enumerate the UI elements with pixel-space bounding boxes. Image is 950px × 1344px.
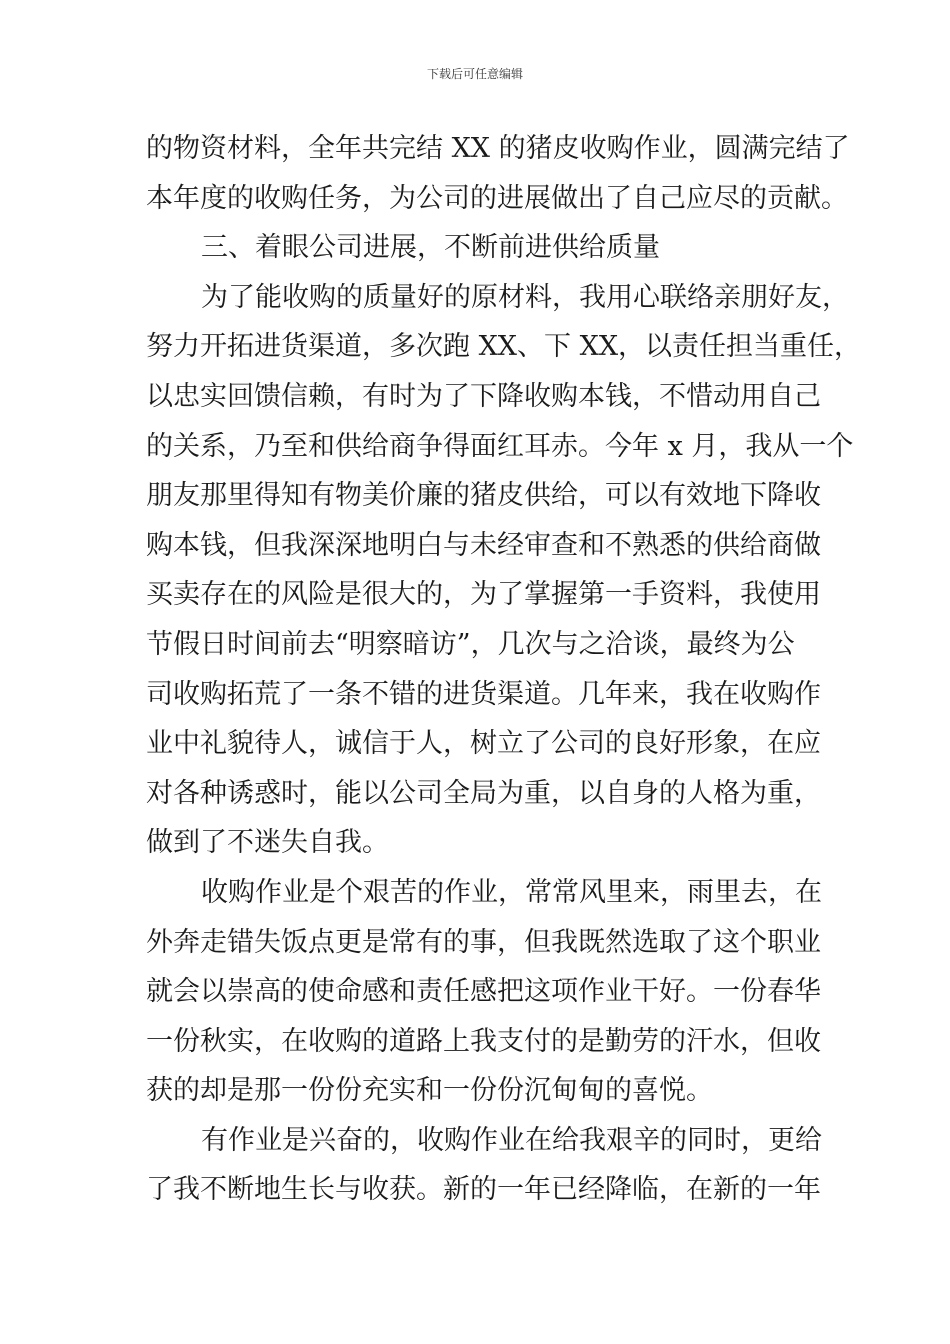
page-header: 下载后可任意编辑	[426, 67, 523, 81]
paragraph-start-line: 有作业是兴奋的，收购作业在给我艰辛的同时，更给	[201, 1124, 822, 1156]
paragraph-start-line: 收购作业是个艰苦的作业，常常风里来，雨里去，在	[201, 876, 822, 908]
text-line: 的物资材料，全年共完结 XX 的猪皮收购作业，圆满完结了	[146, 133, 850, 164]
text-line: 业中礼貌待人，诚信于人，树立了公司的良好形象，在应	[146, 728, 821, 760]
paragraph-start-line: 为了能收购的质量好的原材料，我用心联络亲朋好友，	[201, 281, 849, 313]
text-line: 购本钱，但我深深地明白与未经审查和不熟悉的供给商做	[146, 529, 821, 561]
text-line: 外奔走错失饭点更是常有的事，但我既然选取了这个职业	[146, 926, 821, 958]
text-line: 了我不断地生长与收获。新的一年已经降临，在新的一年	[146, 1174, 821, 1206]
text-line: 做到了不迷失自我。	[146, 827, 389, 859]
text-line: 朋友那里得知有物美价廉的猪皮供给，可以有效地下降收	[146, 480, 821, 512]
text-line: 节假日时间前去“明察暗访”，几次与之洽谈，最终为公	[146, 628, 795, 660]
text-line: 司收购拓荒了一条不错的进货渠道。几年来，我在收购作	[146, 678, 821, 710]
text-line: 一份秋实，在收购的道路上我支付的是勤劳的汗水，但收	[146, 1025, 821, 1057]
body-text	[146, 124, 862, 1215]
text-line: 就会以崇高的使命感和责任感把这项作业干好。一份春华	[146, 976, 821, 1008]
text-line: 的关系，乃至和供给商争得面红耳赤。今年 x 月，我从一个	[146, 430, 854, 462]
section-heading: 三、着眼公司进展，不断前进供给质量	[201, 232, 660, 264]
text-line: 买卖存在的风险是很大的，为了掌握第一手资料，我使用	[146, 579, 821, 611]
text-line: 本年度的收购任务，为公司的进展做出了自己应尽的贡献。	[146, 182, 848, 214]
text-line: 努力开拓进货渠道，多次跑 XX、下 XX，以责任担当重任，	[146, 331, 862, 363]
text-line: 以忠实回馈信赖，有时为了下降收购本钱，不惜动用自己	[146, 380, 821, 412]
text-line: 获的却是那一份份充实和一份份沉甸甸的喜悦。	[146, 1075, 713, 1107]
text-line: 对各种诱惑时，能以公司全局为重，以自身的人格为重，	[146, 777, 821, 809]
